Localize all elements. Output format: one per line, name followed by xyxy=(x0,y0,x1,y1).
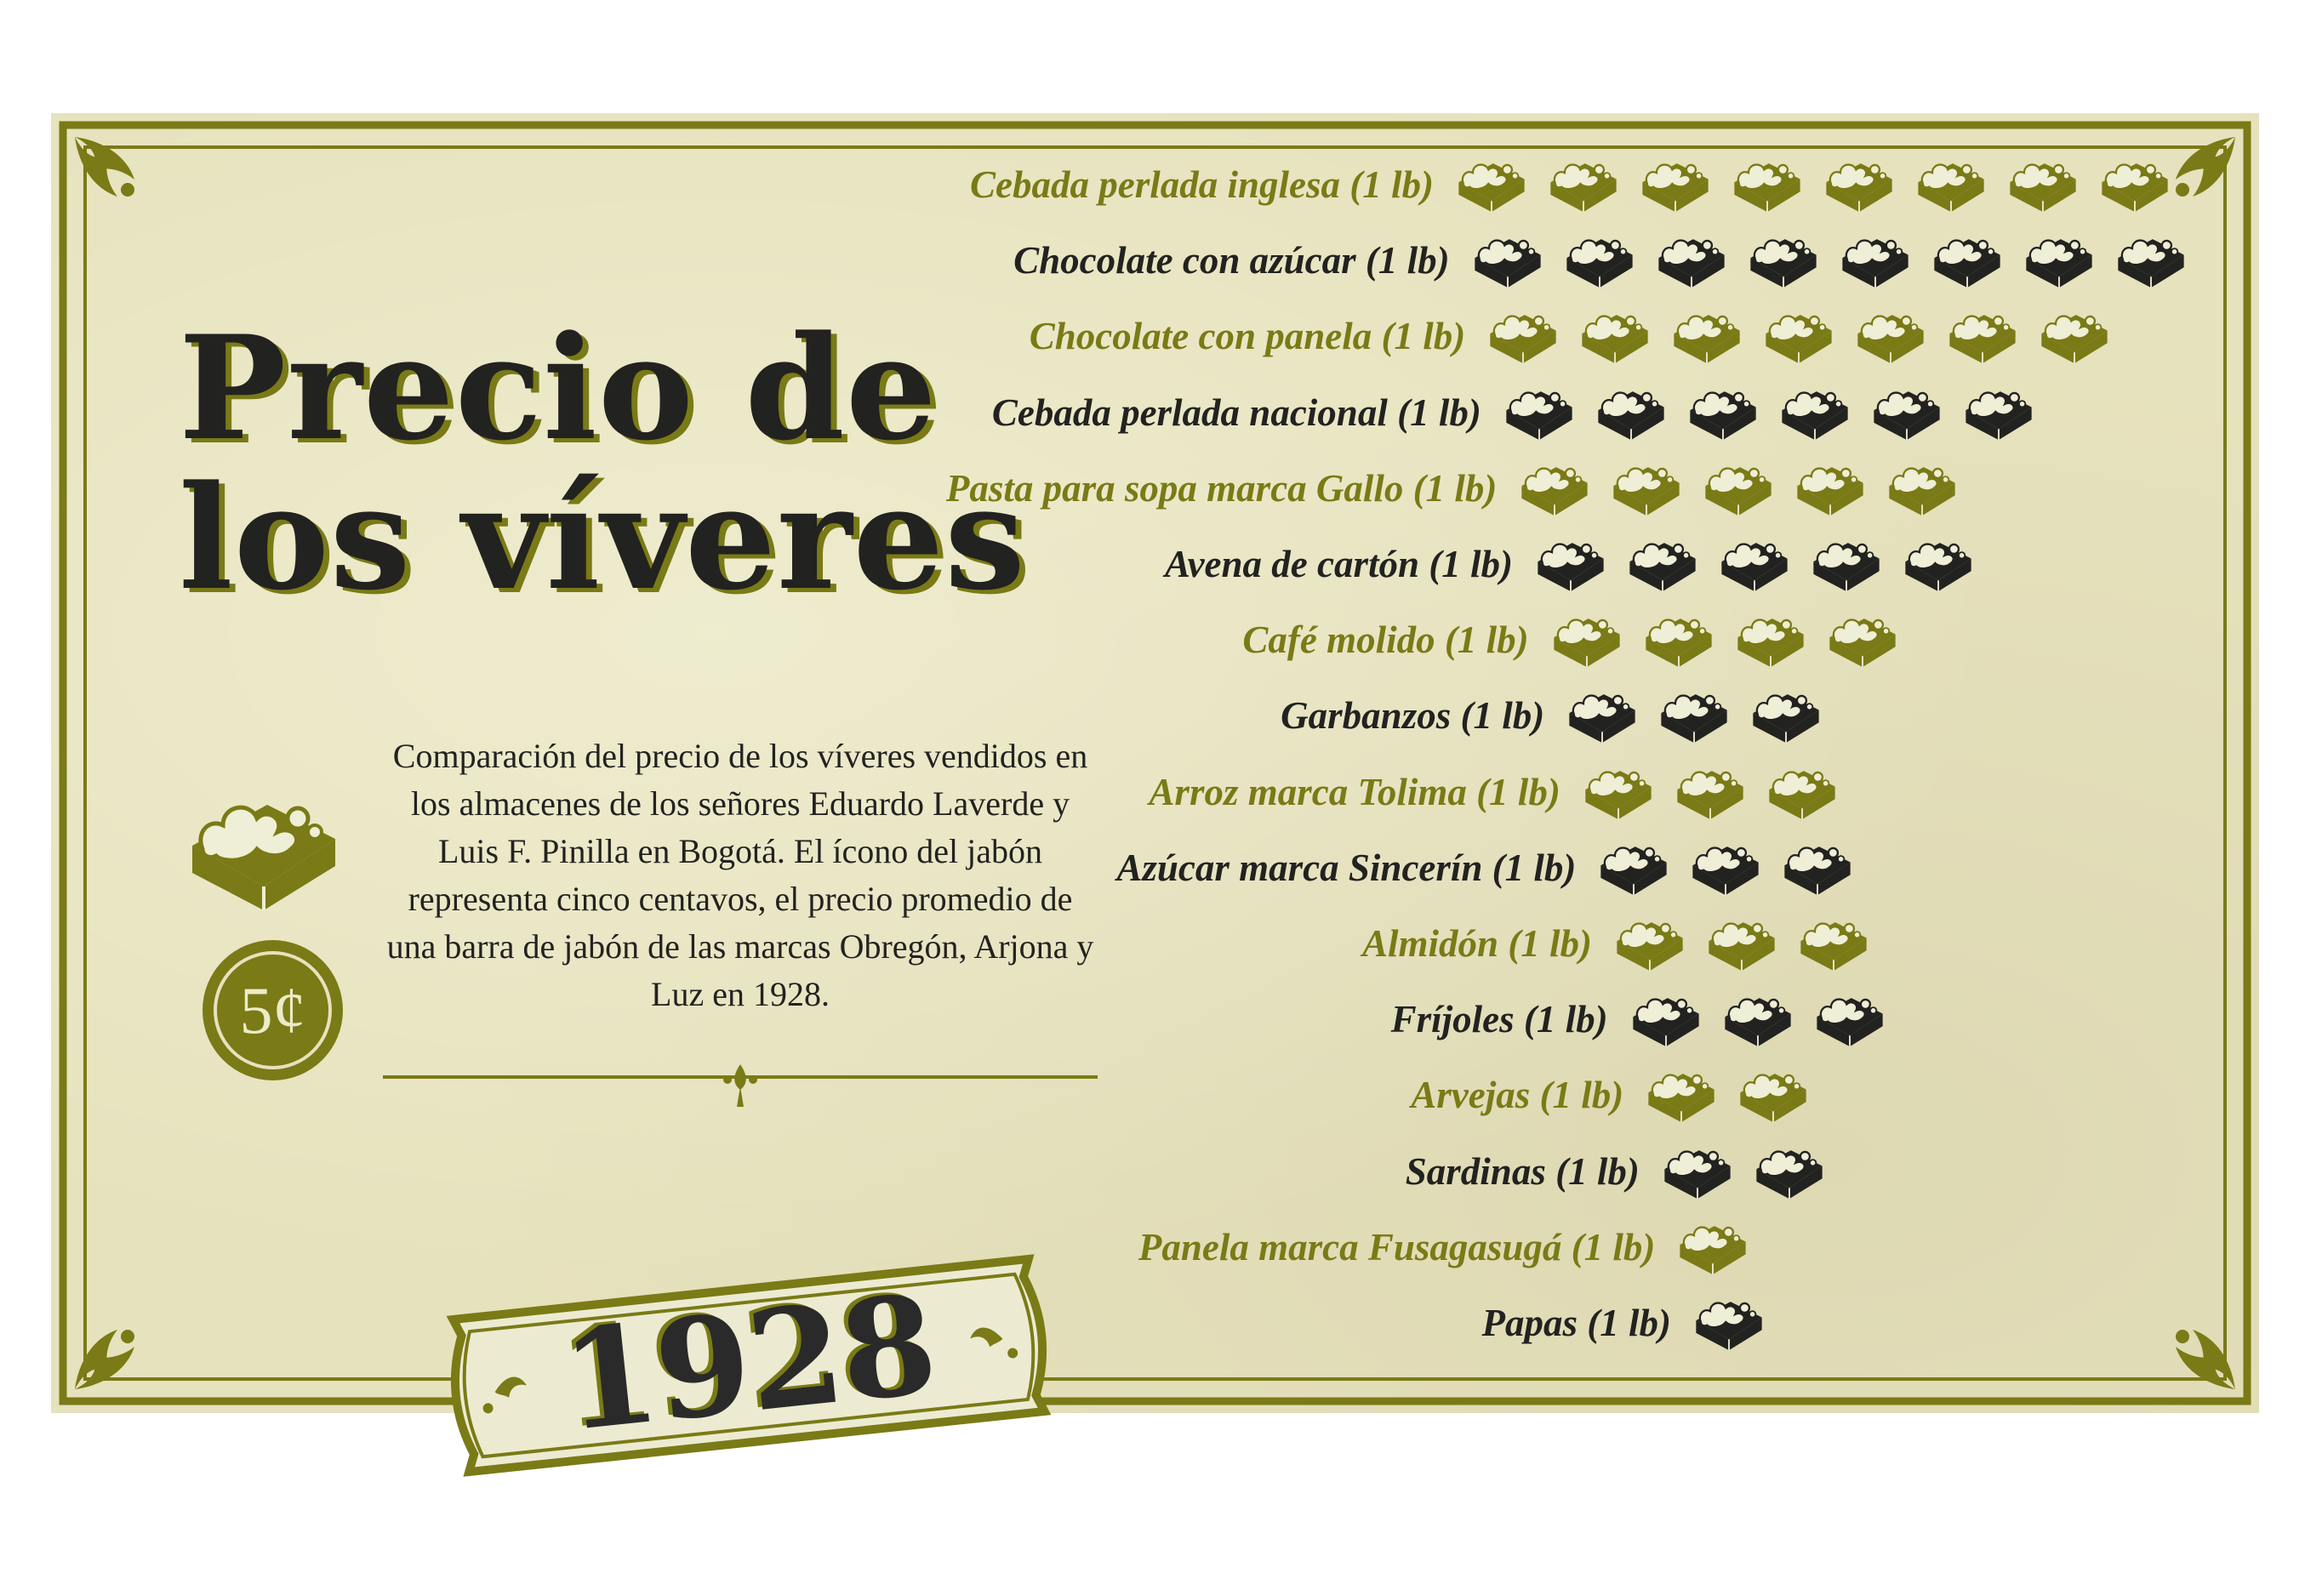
soap-bar-icon xyxy=(1642,1063,1720,1126)
row-label: Almidón (1 lb) xyxy=(1361,922,1592,965)
soap-bar-icon xyxy=(1943,304,2022,367)
soap-bar-icon xyxy=(1548,607,1626,670)
soap-bar-icon xyxy=(1576,304,1654,367)
soap-bar-icon xyxy=(1820,152,1898,215)
row-label: Avena de cartón (1 lb) xyxy=(1164,543,1513,585)
row-label: Azúcar marca Sincerín (1 lb) xyxy=(1116,846,1577,889)
soap-bar-icon xyxy=(1560,228,1639,291)
row-label: Chocolate con panela (1 lb) xyxy=(1029,315,1466,358)
soap-bar-icon xyxy=(1595,835,1673,898)
soap-bar-icon xyxy=(1671,760,1749,823)
soap-bar-icon xyxy=(2096,152,2174,215)
soap-bar-icon xyxy=(1851,304,1930,367)
soap-bar-icon xyxy=(1500,380,1578,443)
soap-bar-icon xyxy=(1763,760,1841,823)
soap-bar-icon xyxy=(1760,304,1838,367)
soap-bar-icon xyxy=(1776,380,1854,443)
row-label: Sardinas (1 lb) xyxy=(1405,1149,1640,1193)
soap-bar-icon xyxy=(1719,987,1797,1050)
soap-bar-icon xyxy=(1883,456,1961,519)
soap-bar-icon xyxy=(1715,532,1794,595)
soap-bar-icon xyxy=(1592,380,1670,443)
soap-bar-icon xyxy=(1928,228,2006,291)
row-label: Panela marca Fusagasugá (1 lb) xyxy=(1138,1225,1656,1268)
soap-bar-icon xyxy=(1899,532,1977,595)
soap-bar-icon xyxy=(1699,456,1777,519)
row-label: Cebada perlada inglesa (1 lb) xyxy=(970,163,1434,206)
row-label: Fríjoles (1 lb) xyxy=(1390,998,1608,1041)
year-label: 1928 xyxy=(555,1263,942,1462)
soap-bar-icon xyxy=(1623,532,1702,595)
row-label: Café molido (1 lb) xyxy=(1242,618,1529,662)
soap-bar-icon xyxy=(2112,228,2190,291)
row-label: Arroz marca Tolima (1 lb) xyxy=(1149,770,1560,813)
soap-bar-icon xyxy=(1791,456,1869,519)
soap-bar-icon xyxy=(1960,380,2038,443)
soap-bar-icon xyxy=(1515,456,1594,519)
soap-bar-icon xyxy=(1484,304,1562,367)
row-label: Papas (1 lb) xyxy=(1481,1302,1671,1344)
soap-bar-icon xyxy=(1778,835,1857,898)
soap-bar-icon xyxy=(1868,380,1946,443)
soap-bar-icon xyxy=(1732,607,1810,670)
soap-bar-icon xyxy=(1655,683,1733,746)
soap-bar-icon xyxy=(1563,683,1641,746)
soap-bar-icon xyxy=(1703,911,1781,974)
soap-bar-icon xyxy=(1607,456,1686,519)
row-label: Pasta para sopa marca Gallo (1 lb) xyxy=(945,466,1498,510)
unit-badge-label: 5¢ xyxy=(214,951,332,1069)
soap-bar-icon xyxy=(1544,152,1623,215)
soap-bar-icon xyxy=(1532,532,1610,595)
soap-bar-icon xyxy=(1807,532,1886,595)
soap-bar-icon xyxy=(1823,607,1902,670)
soap-bar-icon xyxy=(1652,228,1731,291)
soap-bar-icon xyxy=(1658,1139,1737,1202)
ornamental-divider xyxy=(383,1064,1098,1115)
soap-bar-icon xyxy=(1469,228,1547,291)
row-label: Cebada perlada nacional (1 lb) xyxy=(991,390,1481,434)
soap-bar-icon xyxy=(1728,152,1806,215)
soap-bar-icon xyxy=(1668,304,1746,367)
title-line-1: Precio de xyxy=(179,304,938,472)
title-line-2: los víveres xyxy=(179,453,1026,622)
soap-bar-icon xyxy=(2020,228,2098,291)
soap-bar-icon xyxy=(1744,228,1823,291)
soap-bar-icon xyxy=(1627,987,1705,1050)
page-title xyxy=(179,304,1026,622)
soap-bar-icon xyxy=(1747,683,1825,746)
soap-bar-icon xyxy=(1734,1063,1812,1126)
soap-bar-icon xyxy=(1452,152,1531,215)
soap-bar-icon xyxy=(1690,1291,1768,1354)
description-text: Comparación del precio de los víveres vendidos en los almacenes de los señores Eduardo Laverde y Luis F. Pinilla en Bogotá. El ícono del jabón representa cinco centavos, el precio promedio de una barra de jabón de las marcas Obregón, Arjona y Luz en 1928. xyxy=(386,737,1094,1013)
soap-bar-icon xyxy=(2004,152,2082,215)
soap-bar-icon xyxy=(179,781,349,917)
soap-bar-icon xyxy=(1611,911,1689,974)
infographic-card xyxy=(51,113,2259,1413)
soap-bar-icon xyxy=(1836,228,1914,291)
row-label: Arvejas (1 lb) xyxy=(1411,1074,1624,1117)
soap-bar-icon xyxy=(1640,607,1718,670)
unit-badge xyxy=(203,940,343,1080)
soap-bar-icon xyxy=(2035,304,2114,367)
soap-bar-icon xyxy=(1674,1215,1752,1278)
soap-bar-icon xyxy=(1684,380,1762,443)
row-label: Chocolate con azúcar (1 lb) xyxy=(1013,239,1450,282)
soap-bar-icon xyxy=(1579,760,1657,823)
soap-bar-icon xyxy=(1811,987,1889,1050)
soap-bar-icon xyxy=(1636,152,1714,215)
soap-bar-icon xyxy=(1750,1139,1829,1202)
soap-bar-icon xyxy=(1912,152,1990,215)
row-label: Garbanzos (1 lb) xyxy=(1281,694,1545,738)
soap-bar-icon xyxy=(1686,835,1765,898)
soap-bar-icon xyxy=(1794,911,1873,974)
